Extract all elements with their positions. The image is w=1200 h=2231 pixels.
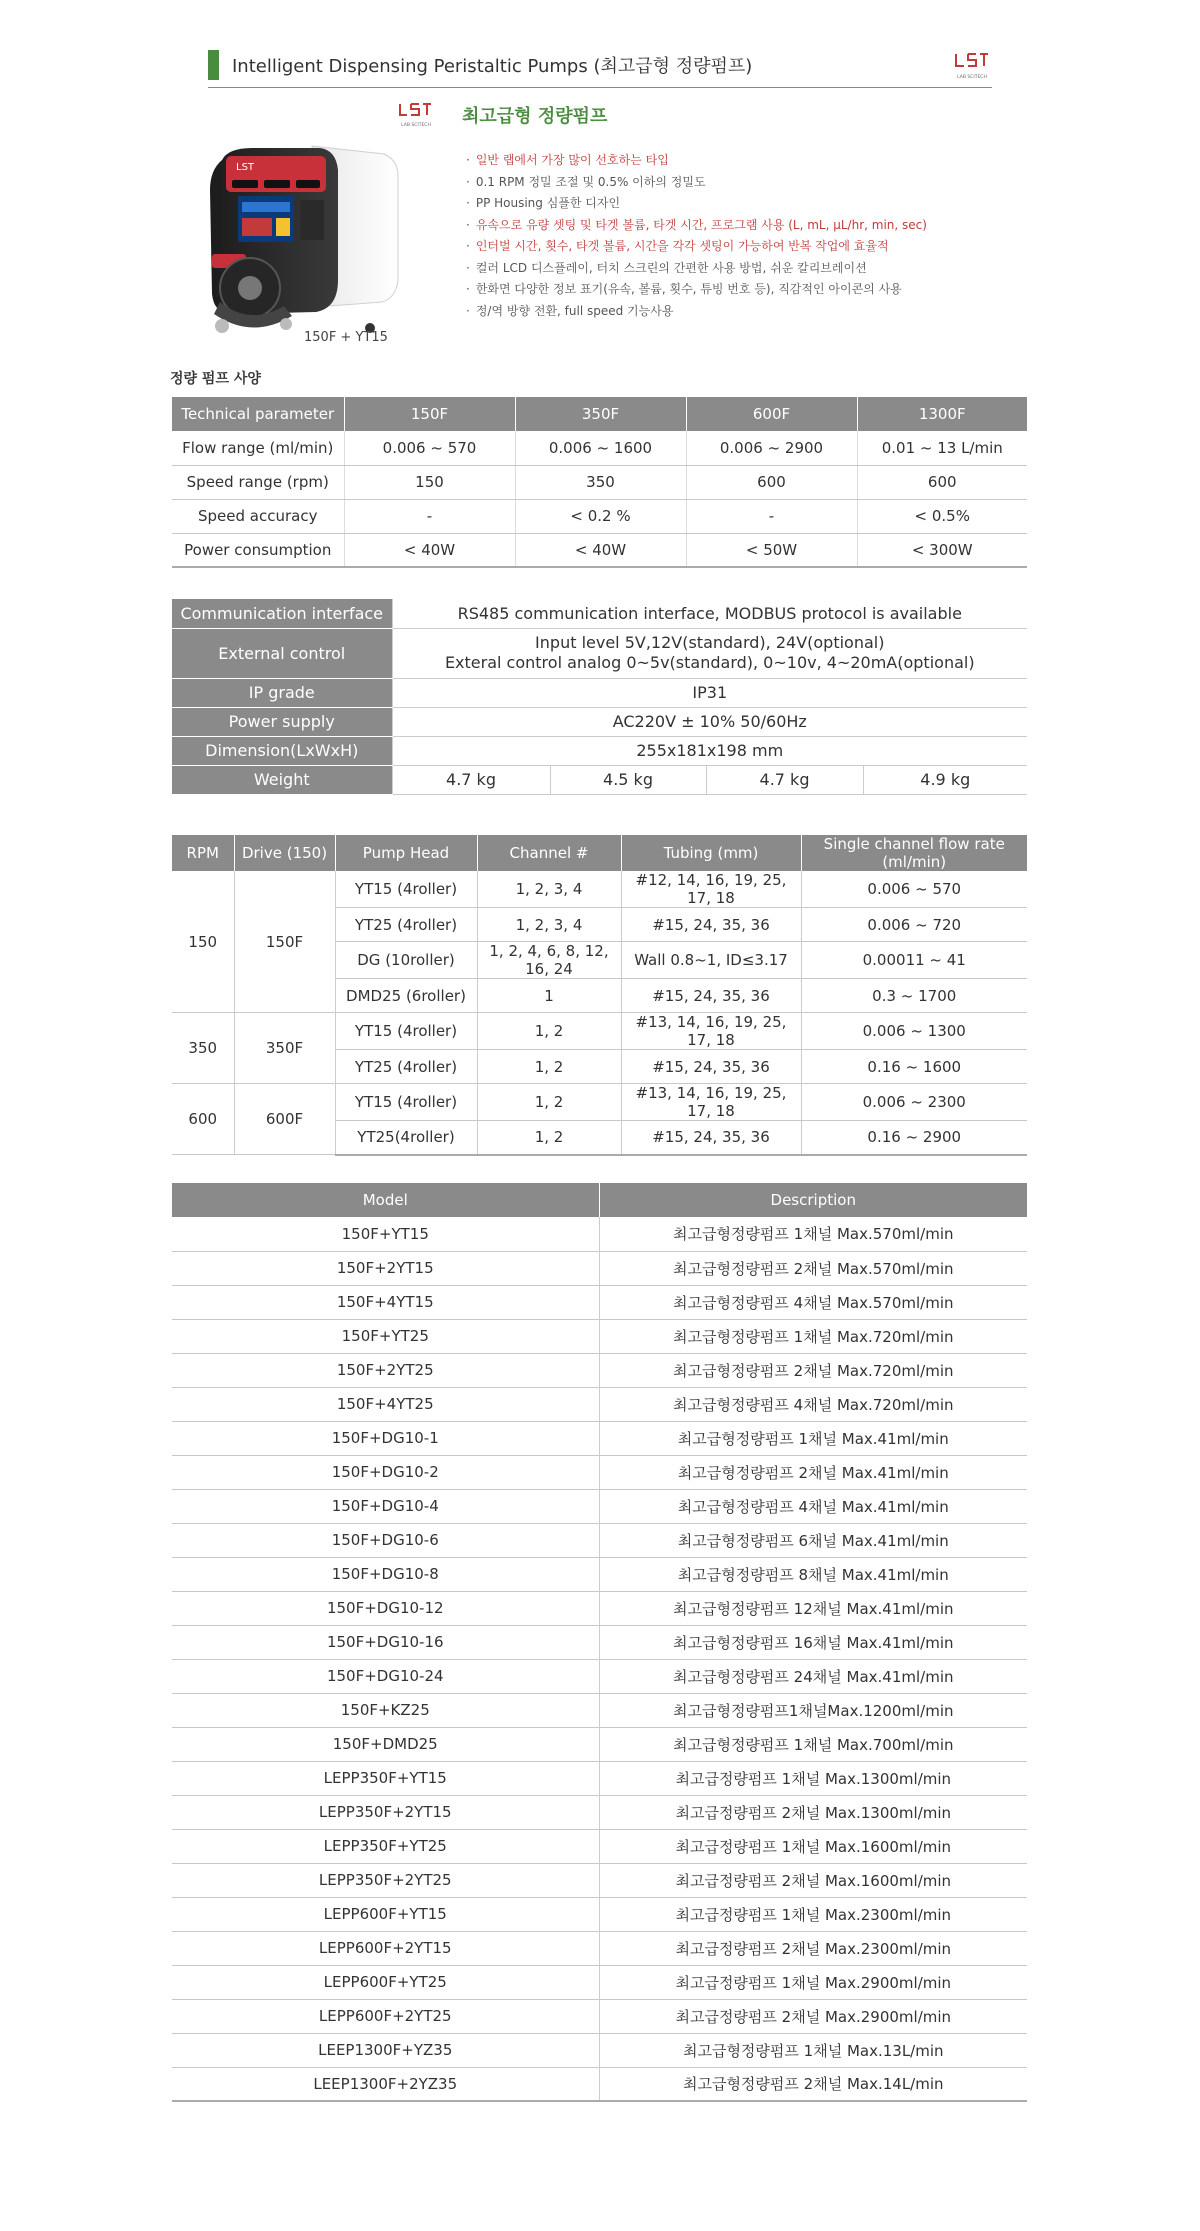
description-cell: 최고급형정량펌프 1채널 Max.570ml/min: [599, 1217, 1027, 1251]
table-cell: 0.006 ~ 1600: [515, 431, 686, 465]
rpm-cell: 600: [172, 1084, 234, 1155]
model-cell: 150F+DMD25: [172, 1727, 599, 1761]
table-row: [172, 599, 1027, 628]
column-header: Pump Head: [335, 835, 477, 871]
feature-item: · 정/역 방향 전환, full speed 기능사용: [466, 301, 927, 323]
feature-item: · PP Housing 심플한 디자인: [466, 193, 927, 215]
model-cell: LEEP1300F+2YZ35: [172, 2067, 599, 2101]
description-cell: 최고급형정량펌프 6채널 Max.41ml/min: [599, 1523, 1027, 1557]
table-cell: 0.006 ~ 720: [801, 908, 1027, 942]
header-accent-bar: [208, 50, 219, 80]
table-cell: #15, 24, 35, 36: [621, 1050, 801, 1084]
table-row: [172, 1727, 1027, 1761]
table-row: [172, 1761, 1027, 1795]
model-cell: 150F+DG10-1: [172, 1421, 599, 1455]
description-cell: 최고급형정량펌프 2채널 Max.720ml/min: [599, 1353, 1027, 1387]
feature-item: · 인터벌 시간, 횟수, 타겟 볼륨, 시간을 각각 셋팅이 가능하여 반복 작업에 효율적: [466, 236, 927, 258]
table-cell: 0.3 ~ 1700: [801, 979, 1027, 1013]
ip-label: IP grade: [172, 678, 392, 707]
description-cell: 최고급형정량펌프 2채널 Max.14L/min: [599, 2067, 1027, 2101]
model-cell: LEPP350F+YT15: [172, 1761, 599, 1795]
model-cell: LEPP600F+2YT25: [172, 1999, 599, 2033]
product-caption: 150F + YT15: [304, 330, 388, 345]
table-row: [172, 1285, 1027, 1319]
table-cell: DMD25 (6roller): [335, 979, 477, 1013]
column-header: Model: [172, 1183, 599, 1217]
table-row: [172, 1693, 1027, 1727]
model-cell: 150F+4YT15: [172, 1285, 599, 1319]
table-cell: < 300W: [857, 533, 1027, 567]
table-cell: 0.006 ~ 2900: [686, 431, 857, 465]
description-cell: 최고급형정량펌프 2채널 Max.41ml/min: [599, 1455, 1027, 1489]
table-row: [172, 1489, 1027, 1523]
table-cell: 0.006 ~ 2300: [801, 1084, 1027, 1121]
table-row: [172, 1829, 1027, 1863]
column-header: 150F: [344, 397, 515, 431]
table-row: [172, 678, 1027, 707]
table-row: [172, 1084, 1027, 1121]
dim-label: Dimension(LxWxH): [172, 736, 392, 765]
table-cell: 1, 2: [477, 1121, 621, 1155]
description-cell: 최고급형정량펌프 2채널 Max.570ml/min: [599, 1251, 1027, 1285]
table-row: [172, 707, 1027, 736]
table-cell: #15, 24, 35, 36: [621, 1121, 801, 1155]
page-title: Intelligent Dispensing Peristaltic Pumps (최고급형 정량펌프): [232, 56, 753, 77]
power-label: Power supply: [172, 707, 392, 736]
column-header: RPM: [172, 835, 234, 871]
description-cell: 최고급정량펌프 1채널 Max.2900ml/min: [599, 1965, 1027, 1999]
table-cell: #13, 14, 16, 19, 25, 17, 18: [621, 1013, 801, 1050]
table-row: [172, 871, 1027, 908]
feature-list: [466, 150, 927, 322]
description-cell: 최고급정량펌프 2채널 Max.1300ml/min: [599, 1795, 1027, 1829]
model-cell: 150F+DG10-8: [172, 1557, 599, 1591]
column-header: 600F: [686, 397, 857, 431]
model-cell: LEPP350F+2YT25: [172, 1863, 599, 1897]
model-cell: 150F+DG10-2: [172, 1455, 599, 1489]
model-cell: 150F+DG10-16: [172, 1625, 599, 1659]
description-cell: 최고급형정량펌프 4채널 Max.720ml/min: [599, 1387, 1027, 1421]
table-cell: 0.006 ~ 570: [801, 871, 1027, 908]
product-name: 최고급형 정량펌프: [462, 106, 608, 127]
table-row: [172, 1999, 1027, 2033]
description-cell: 최고급정량펌프 1채널 Max.1600ml/min: [599, 1829, 1027, 1863]
model-cell: 150F+4YT25: [172, 1387, 599, 1421]
table-row: [172, 499, 1027, 533]
feature-item: · 한화면 다양한 정보 표기(유속, 볼륨, 횟수, 튜빙 번호 등), 직감적인 아이콘의 사용: [466, 279, 927, 301]
description-cell: 최고급형정량펌프 8채널 Max.41ml/min: [599, 1557, 1027, 1591]
pump-product-image: [192, 130, 412, 350]
description-cell: 최고급형정량펌프 4채널 Max.41ml/min: [599, 1489, 1027, 1523]
description-cell: 최고급정량펌프 2채널 Max.2300ml/min: [599, 1931, 1027, 1965]
table-row: [172, 1557, 1027, 1591]
page-header: [208, 48, 992, 88]
table-cell: DG (10roller): [335, 942, 477, 979]
table-cell: 1: [477, 979, 621, 1013]
column-header: Description: [599, 1183, 1027, 1217]
table-row: [172, 1421, 1027, 1455]
table-row: [172, 533, 1027, 567]
model-cell: LEPP350F+2YT15: [172, 1795, 599, 1829]
table-row: [172, 628, 1027, 678]
rpm-cell: 350: [172, 1013, 234, 1084]
feature-item: · 0.1 RPM 정밀 조절 및 0.5% 이하의 정밀도: [466, 172, 927, 194]
table-cell: < 0.2 %: [515, 499, 686, 533]
column-header: Drive (150): [234, 835, 335, 871]
table-row: [172, 1387, 1027, 1421]
description-cell: 최고급정량펌프 1채널 Max.2300ml/min: [599, 1897, 1027, 1931]
table-cell: YT15 (4roller): [335, 1013, 477, 1050]
drive-cell: 150F: [234, 871, 335, 1013]
table-cell: < 0.5%: [857, 499, 1027, 533]
rpm-cell: 150: [172, 871, 234, 1013]
description-cell: 최고급형정량펌프 24채널 Max.41ml/min: [599, 1659, 1027, 1693]
model-cell: LEPP350F+YT25: [172, 1829, 599, 1863]
svg-text:LST: LST: [236, 162, 255, 173]
description-cell: 최고급정량펌프 2채널 Max.2900ml/min: [599, 1999, 1027, 2033]
model-cell: LEPP600F+YT15: [172, 1897, 599, 1931]
table-cell: 0.00011 ~ 41: [801, 942, 1027, 979]
ext-value-line-2: Exteral control analog 0~5v(standard), 0~10v, 4~20mA(optional): [444, 653, 975, 672]
description-cell: 최고급형정량펌프 16채널 Max.41ml/min: [599, 1625, 1027, 1659]
model-cell: LEPP600F+2YT15: [172, 1931, 599, 1965]
table-cell: < 40W: [344, 533, 515, 567]
table-row: [172, 2067, 1027, 2101]
svg-text:LAB SCITECH: LAB SCITECH: [957, 75, 987, 80]
feature-item: · 일반 랩에서 가장 많이 선호하는 타입: [466, 150, 927, 172]
model-cell: LEEP1300F+YZ35: [172, 2033, 599, 2067]
table-cell: 600: [686, 465, 857, 499]
feature-item: · 유속으로 유량 셋팅 및 타겟 볼륨, 타겟 시간, 프로그램 사용 (L, mL, µL/hr, min, sec): [466, 215, 927, 237]
comm-label: Communication interface: [172, 599, 392, 628]
table-cell: #13, 14, 16, 19, 25, 17, 18: [621, 1084, 801, 1121]
drive-cell: 600F: [234, 1084, 335, 1155]
model-cell: LEPP600F+YT25: [172, 1965, 599, 1999]
table-row: [172, 1523, 1027, 1557]
table-cell: Wall 0.8~1, ID≤3.17: [621, 942, 801, 979]
model-cell: 150F+2YT25: [172, 1353, 599, 1387]
model-cell: 150F+DG10-12: [172, 1591, 599, 1625]
table-cell: #15, 24, 35, 36: [621, 908, 801, 942]
pump-head-table: [172, 835, 1027, 1156]
description-cell: 최고급형정량펌프 1채널 Max.720ml/min: [599, 1319, 1027, 1353]
feature-item: · 컬러 LCD 디스플레이, 터치 스크린의 간편한 사용 방법, 쉬운 칼리브레이션: [466, 258, 927, 280]
table-cell: -: [686, 499, 857, 533]
table-cell: 0.006 ~ 1300: [801, 1013, 1027, 1050]
table-cell: YT25 (4roller): [335, 1050, 477, 1084]
table-row: [172, 1965, 1027, 1999]
table-cell: YT15 (4roller): [335, 871, 477, 908]
column-header: Single channel flow rate (ml/min): [801, 835, 1027, 871]
table-cell: Speed accuracy: [172, 499, 344, 533]
model-cell: 150F+DG10-4: [172, 1489, 599, 1523]
table-row: [172, 1931, 1027, 1965]
ext-value: [392, 628, 1027, 678]
table-cell: YT25 (4roller): [335, 908, 477, 942]
model-cell: 150F+DG10-24: [172, 1659, 599, 1693]
table-row: [172, 1013, 1027, 1050]
description-cell: 최고급정량펌프 2채널 Max.1600ml/min: [599, 1863, 1027, 1897]
description-cell: 최고급형정량펌프 4채널 Max.570ml/min: [599, 1285, 1027, 1319]
description-cell: 최고급형정량펌프 1채널 Max.41ml/min: [599, 1421, 1027, 1455]
table-cell: 0.006 ~ 570: [344, 431, 515, 465]
table-row: [172, 765, 1027, 794]
table-cell: #15, 24, 35, 36: [621, 979, 801, 1013]
table-cell: 1, 2, 3, 4: [477, 871, 621, 908]
table-cell: < 50W: [686, 533, 857, 567]
weight-value: 4.7 kg: [706, 765, 863, 794]
table-cell: 1, 2: [477, 1013, 621, 1050]
comm-value: RS485 communication interface, MODBUS protocol is available: [392, 599, 1027, 628]
model-cell: 150F+YT25: [172, 1319, 599, 1353]
table-row: [172, 465, 1027, 499]
table-cell: Power consumption: [172, 533, 344, 567]
table-row: [172, 736, 1027, 765]
description-cell: 최고급정량펌프 1채널 Max.1300ml/min: [599, 1761, 1027, 1795]
table-row: [172, 1217, 1027, 1251]
table-row: [172, 1795, 1027, 1829]
product-logo-icon: [396, 101, 436, 131]
weight-value: 4.5 kg: [550, 765, 706, 794]
column-header: Technical parameter: [172, 397, 344, 431]
table-row: [172, 1353, 1027, 1387]
power-value: AC220V ± 10% 50/60Hz: [392, 707, 1027, 736]
column-header: 1300F: [857, 397, 1027, 431]
ext-label: External control: [172, 628, 392, 678]
model-cell: 150F+KZ25: [172, 1693, 599, 1727]
table-cell: 350: [515, 465, 686, 499]
table-cell: 600: [857, 465, 1027, 499]
table-row: [172, 1659, 1027, 1693]
description-cell: 최고급형정량펌프 12채널 Max.41ml/min: [599, 1591, 1027, 1625]
weight-value: 4.9 kg: [863, 765, 1027, 794]
model-cell: 150F+2YT15: [172, 1251, 599, 1285]
table-cell: #12, 14, 16, 19, 25, 17, 18: [621, 871, 801, 908]
table-cell: 1, 2: [477, 1084, 621, 1121]
table-row: [172, 1319, 1027, 1353]
table-cell: < 40W: [515, 533, 686, 567]
weight-value: 4.7 kg: [392, 765, 550, 794]
brand-logo-icon: [952, 50, 992, 84]
table-row: [172, 1591, 1027, 1625]
column-header: Tubing (mm): [621, 835, 801, 871]
description-cell: 최고급형정량펌프 1채널 Max.13L/min: [599, 2033, 1027, 2067]
model-cell: 150F+YT15: [172, 1217, 599, 1251]
table-row: [172, 1455, 1027, 1489]
table-row: [172, 431, 1027, 465]
table-cell: 150: [344, 465, 515, 499]
table-row: [172, 1251, 1027, 1285]
table-cell: 1, 2, 3, 4: [477, 908, 621, 942]
table-cell: 0.16 ~ 2900: [801, 1121, 1027, 1155]
model-table: [172, 1183, 1027, 2102]
general-spec-table: [172, 599, 1027, 795]
ip-value: IP31: [392, 678, 1027, 707]
spec-section-title: 정량 펌프 사양: [170, 371, 261, 387]
description-cell: 최고급형정량펌프 1채널 Max.700ml/min: [599, 1727, 1027, 1761]
ext-value-line-1: Input level 5V,12V(standard), 24V(optional): [535, 633, 885, 652]
table-cell: 1, 2: [477, 1050, 621, 1084]
table-cell: 1, 2, 4, 6, 8, 12, 16, 24: [477, 942, 621, 979]
table-row: [172, 1863, 1027, 1897]
description-cell: 최고급형정량펌프1채널Max.1200ml/min: [599, 1693, 1027, 1727]
table-cell: 0.16 ~ 1600: [801, 1050, 1027, 1084]
spec-table: [172, 397, 1027, 568]
table-cell: YT15 (4roller): [335, 1084, 477, 1121]
dim-value: 255x181x198 mm: [392, 736, 1027, 765]
table-cell: Flow range (ml/min): [172, 431, 344, 465]
model-cell: 150F+DG10-6: [172, 1523, 599, 1557]
table-cell: -: [344, 499, 515, 533]
table-cell: 0.01 ~ 13 L/min: [857, 431, 1027, 465]
column-header: 350F: [515, 397, 686, 431]
weight-label: Weight: [172, 765, 392, 794]
table-row: [172, 2033, 1027, 2067]
column-header: Channel #: [477, 835, 621, 871]
table-row: [172, 1625, 1027, 1659]
table-cell: YT25(4roller): [335, 1121, 477, 1155]
drive-cell: 350F: [234, 1013, 335, 1084]
svg-text:LAB SCITECH: LAB SCITECH: [401, 123, 431, 128]
table-cell: Speed range (rpm): [172, 465, 344, 499]
table-row: [172, 1897, 1027, 1931]
